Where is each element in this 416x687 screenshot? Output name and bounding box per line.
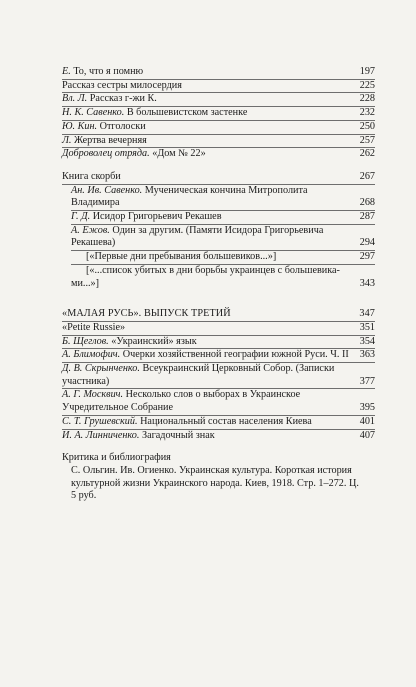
critique-title: Критика и библиография [62,452,171,464]
entry-page: 395 [359,402,375,414]
entry-author: Г. Д. [71,211,91,223]
toc-entry [71,225,375,251]
entry-author: И. А. Линниченко. [62,429,140,441]
critique-text: С. Ольгин. Ив. Огиенко. Украинская культура. Короткая история культурной жизни Украинского народа. Киев, 1918. Стр. 1–272. Ц. 5 руб. [71,464,359,502]
entry-title: [«...список убитых в дни борьбы украинцев с большевика-ми...»] [71,264,340,289]
toc-entry [62,363,375,389]
entry-text [62,66,143,77]
entry-author: Вл. Л. [62,93,88,105]
toc-entry [62,148,375,161]
entry-page: 407 [359,429,375,441]
toc-entry [62,416,375,430]
toc-entry [62,135,375,149]
toc-entry [62,121,375,135]
entry-title: Книга скорби [62,170,121,182]
entry-text [62,80,182,91]
entry-title: Исидор Григорьевич Рекашев [90,211,222,223]
entry-page: 228 [359,93,375,105]
entry-page: 363 [359,349,375,361]
entry-text [62,121,146,132]
entry-page: 287 [359,211,375,223]
entry-author: А. Ежов. [71,224,110,236]
entry-text [62,93,157,104]
entry-author: С. Т. Грушевский. [62,415,138,427]
entry-title: «Petite Russie» [62,321,126,333]
entry-author: А. Блимофич. [62,349,121,361]
entry-page: 401 [359,415,375,427]
entry-text [71,211,222,222]
entry-page: 377 [359,375,375,387]
entry-author: Ю. Кин. [62,120,98,132]
toc-section-kniga-skorbi [62,171,375,185]
entry-author: Д. В. Скрынченко. [62,363,140,375]
toc-entry [62,93,375,107]
entry-text [62,148,206,159]
toc-entry [62,107,375,121]
entry-page: 225 [359,79,375,91]
entry-title: Рассказ сестры милосердия [62,79,182,91]
toc-group-1 [62,66,375,161]
entry-author: Н. К. Савенко. [62,107,125,119]
toc-entry [62,349,375,363]
entry-page: 257 [359,134,375,146]
entry-title: Несколько слов о выборах в Украинское Учредительное Собрание [62,389,301,414]
entry-text [86,251,276,262]
entry-title: То, что я помню [70,66,144,77]
entry-title: Мученическая кончина Митрополита Владимира [71,184,308,209]
section-page: 347 [359,308,375,320]
entry-title: Отголоски [97,120,146,132]
entry-text [71,185,308,209]
toc-entry [71,251,375,265]
entry-author: Е. [62,66,71,77]
toc-entry [62,66,375,80]
entry-author: Б. Щеглов. [62,335,109,347]
toc-entry [62,430,375,443]
entry-page: 232 [359,107,375,119]
entry-title: Всеукраинский Церковный Собор. (Записки участника) [62,363,335,387]
toc-entry [71,211,375,225]
entry-title: Национальный состав населения Киева [137,415,312,427]
entry-text [62,416,312,427]
toc-entry [71,185,375,211]
entry-page: 197 [359,66,375,77]
entry-page: 262 [359,148,375,160]
entry-page: 343 [359,277,375,289]
entry-author: А. Г. Москвич. [62,389,124,401]
table-of-contents [62,66,375,503]
entry-text [62,107,247,118]
toc-entry [62,80,375,94]
toc-critique-heading [62,452,375,465]
entry-title: Загадочный знак [139,429,215,441]
entry-title: Один за другим. (Памяти Исидора Григорьевича Рекашева) [71,224,324,249]
section-title: «МАЛАЯ РУСЬ». ВЫПУСК ТРЕТИЙ [62,308,231,320]
entry-page: 354 [359,335,375,347]
toc-entry [62,336,375,350]
entry-page: 267 [359,170,375,182]
entry-title: Жертва вечерняя [71,134,147,146]
entry-title: Рассказ г-жи К. [87,93,157,105]
toc-kniga-items [62,185,375,291]
entry-text [62,349,349,360]
entry-page: 297 [359,251,375,263]
toc-critique-body [71,465,375,503]
entry-text [62,363,334,387]
entry-title: В большевистском застенке [124,107,248,119]
entry-page: 294 [359,237,375,249]
entry-author: Ан. Ив. Савенко. [71,184,143,196]
toc-section-malaya-rus [62,308,375,322]
entry-title: «Дом № 22» [149,148,206,160]
entry-page: 351 [359,321,375,333]
entry-page: 268 [359,197,375,209]
entry-text [71,225,323,249]
entry-title: «Украинский» язык [108,335,197,347]
entry-text [62,322,125,333]
entry-text [62,389,300,413]
entry-text [62,135,147,146]
entry-text [62,430,215,441]
toc-group-2 [62,322,375,442]
entry-author: Доброволец отряда. [62,148,150,160]
toc-entry [71,265,375,290]
entry-author: Л. [62,134,72,146]
entry-text [62,336,197,347]
entry-title: Очерки хозяйственной географии южной Руси. Ч. II [120,349,349,361]
toc-entry [62,389,375,415]
entry-text [71,265,340,289]
entry-title: [«Первые дни пребывания большевиков...»] [86,251,277,263]
entry-page: 250 [359,120,375,132]
toc-entry [62,322,375,336]
